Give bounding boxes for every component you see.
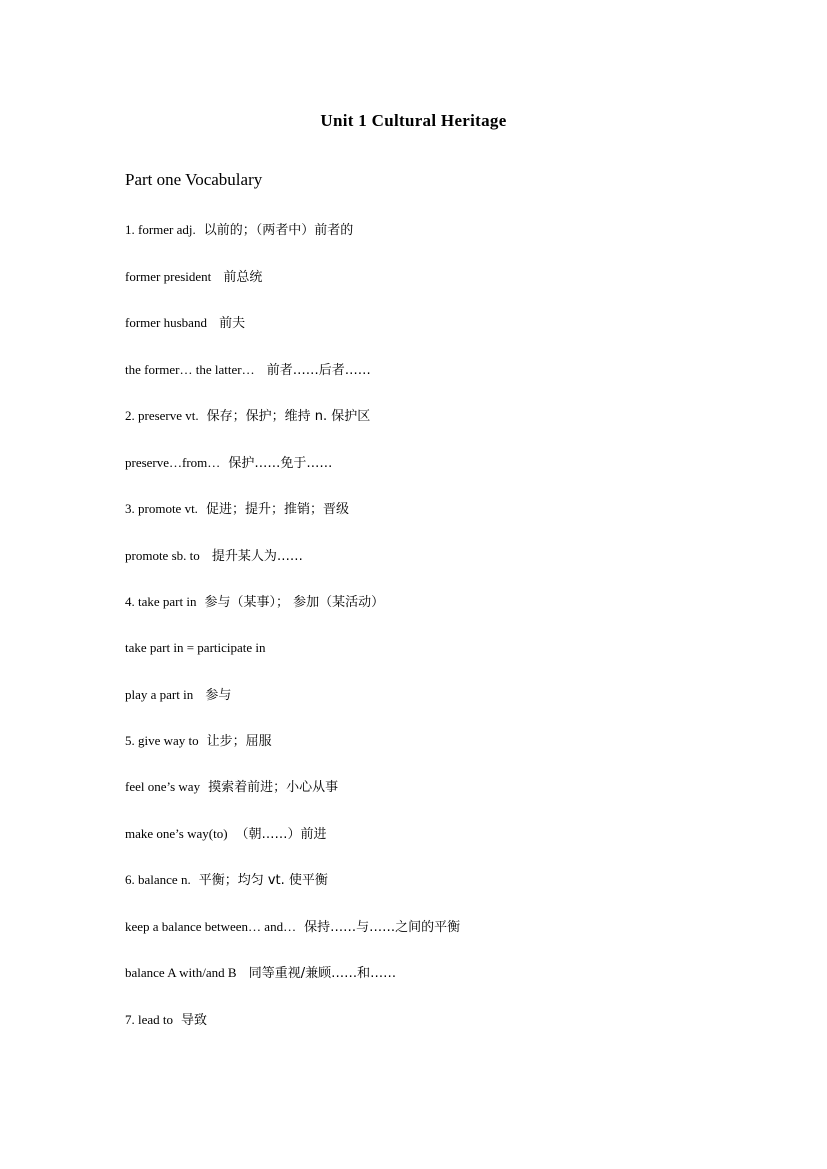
vocab-line xyxy=(125,778,338,797)
vocab-term: take part in = participate in xyxy=(125,640,266,655)
vocab-meaning: 同等重视/兼顾……和…… xyxy=(244,966,397,981)
vocab-term: preserve…from… xyxy=(125,455,221,470)
vocab-meaning: 保存；保护；维持 n. 保护区 xyxy=(206,409,371,424)
vocab-line xyxy=(125,639,274,658)
vocab-line xyxy=(125,871,328,890)
vocab-line xyxy=(125,686,231,705)
vocab-term: 4. take part in xyxy=(125,594,197,609)
vocab-line xyxy=(125,593,384,612)
vocab-term: promote sb. to xyxy=(125,548,200,563)
vocab-term: keep a balance between… and… xyxy=(125,919,297,934)
vocab-line xyxy=(125,825,327,844)
vocab-meaning: 参与 xyxy=(201,688,232,703)
vocab-line xyxy=(125,1011,207,1030)
vocab-line xyxy=(125,221,353,240)
vocab-line xyxy=(125,361,371,380)
vocab-meaning: 参与（某事）； 参加（某活动） xyxy=(204,595,385,610)
vocab-meaning: 前夫 xyxy=(214,316,246,331)
vocab-term: 1. former adj. xyxy=(125,222,196,237)
vocab-line xyxy=(125,918,460,937)
vocab-meaning: 保护……免于…… xyxy=(228,456,333,471)
vocab-line xyxy=(125,732,272,751)
section-heading: Part one Vocabulary xyxy=(125,170,263,189)
vocab-term: 5. give way to xyxy=(125,733,199,748)
vocab-line xyxy=(125,314,245,333)
vocab-meaning: 让步；屈服 xyxy=(206,734,272,749)
vocab-meaning: 以前的；（两者中）前者的 xyxy=(203,223,354,238)
vocab-term: play a part in xyxy=(125,687,194,702)
vocab-meaning: 前总统 xyxy=(219,270,263,285)
vocab-line xyxy=(125,547,303,566)
vocab-meaning: 摸索着前进；小心从事 xyxy=(208,780,339,795)
vocab-meaning: 前者……后者…… xyxy=(262,363,371,378)
vocab-line xyxy=(125,500,349,519)
vocab-line xyxy=(125,407,370,426)
vocab-term: 6. balance n. xyxy=(125,872,191,887)
vocab-meaning: 保持……与……之间的平衡 xyxy=(304,920,461,935)
vocab-meaning: （朝……）前进 xyxy=(235,827,327,842)
vocab-term: 2. preserve vt. xyxy=(125,408,199,423)
vocab-term: former president xyxy=(125,269,212,284)
vocab-line xyxy=(125,268,262,287)
vocab-meaning: 导致 xyxy=(181,1013,208,1028)
vocab-line xyxy=(125,454,332,473)
vocab-meaning: 促进；提升；推销；晋级 xyxy=(205,502,349,517)
vocab-meaning: 平衡；均匀 vt. 使平衡 xyxy=(198,873,328,888)
vocab-term: balance A with/and B xyxy=(125,965,237,980)
vocab-meaning: 提升某人为…… xyxy=(207,549,303,564)
vocab-term: former husband xyxy=(125,315,207,330)
vocab-term: 3. promote vt. xyxy=(125,501,198,516)
document-title: Unit 1 Cultural Heritage xyxy=(320,111,507,130)
vocab-term: 7. lead to xyxy=(125,1012,174,1027)
vocab-term: make one’s way(to) xyxy=(125,826,228,841)
vocab-line xyxy=(125,964,396,983)
vocab-term: the former… the latter… xyxy=(125,362,255,377)
vocab-term: feel one’s way xyxy=(125,779,201,794)
